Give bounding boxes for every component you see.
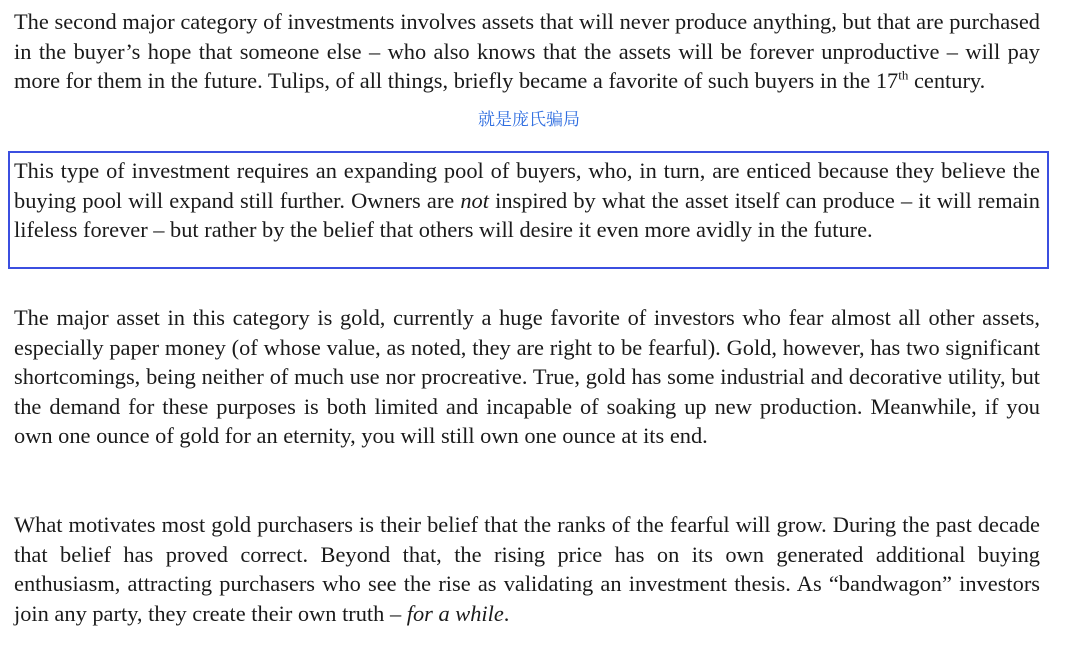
- paragraph-gold: The major asset in this category is gold, currently a huge favorite of investors who fear almost all other assets, especially paper money (of whose value, as noted, they are right to be fearful). Gold, however, has two significant shortcomings, being neither of much use nor procreative. True, gold has some industrial and decorative utility, but the demand for these purposes is both limited and incapable of soaking up new production. Meanwhile, if you own one ounce of gold for an eternity, you will still own one ounce at its end.: [14, 305, 1040, 448]
- handwritten-annotation: 就是庞氏骗局: [478, 110, 580, 130]
- paragraph-text: The second major category of investments involves assets that will never produce anything, but that are purchased in the buyer’s hope that someone else – who also knows that the assets will be forever unproductive – will pay more for them in the future. Tulips, of all things, briefly became a favorite of such buyers in the 17: [14, 9, 1040, 93]
- paragraph-text: .: [503, 600, 510, 626]
- paragraph-text: inspired by what the asset itself can produce – it will remain lifeless forever – but rather by the belief that others will desire it even more avidly in the future.: [14, 187, 1040, 242]
- paragraph-gold-motivation: [14, 510, 1040, 628]
- paragraph-text: This type of investment requires an expanding pool of buyers, who, in turn, are enticed because they believe the buying pool will expand still further. Owners are: [14, 158, 1040, 213]
- paragraph-text: century.: [908, 68, 986, 93]
- paragraph-tulips: [14, 7, 1040, 96]
- emphasis-text: for a while: [406, 600, 504, 626]
- emphasis-text: not: [460, 187, 489, 213]
- superscript-ordinal: th: [898, 67, 909, 83]
- paragraph-text: What motivates most gold purchasers is their belief that the ranks of the fearful will grow. During the past decade that belief has proved correct. Beyond that, the rising price has on its own generated additional buying enthusiasm, attracting purchasers who see the rise as validating an investment thesis. As “bandwagon” investors join any party, they create their own truth –: [14, 512, 1040, 626]
- paragraph-highlighted: [14, 156, 1040, 245]
